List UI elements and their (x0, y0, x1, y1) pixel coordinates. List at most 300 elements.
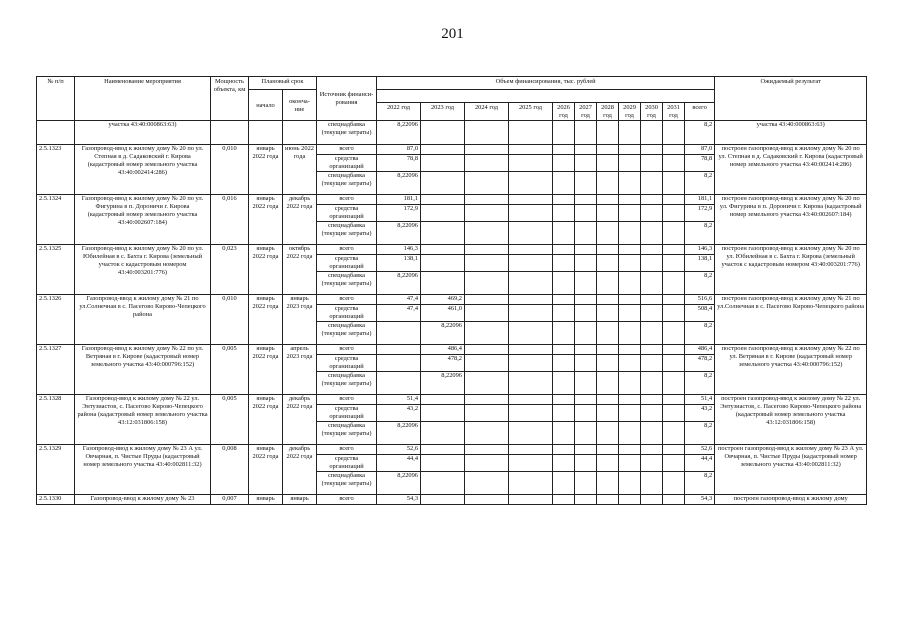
source-cell: средства организаций (317, 255, 377, 272)
year-cell (597, 245, 619, 255)
item-capacity: 0,007 (211, 495, 249, 505)
item-result: построен газопровод-ввод к жилому дому № 20 по ул. Фигурина в п. Дороничи г. Кирова (кадастровый номер земельного участка 43:40:002607:184) (715, 195, 867, 245)
year-cell (619, 255, 641, 272)
year-cell (663, 405, 685, 422)
year-cell: 78,8 (377, 155, 421, 172)
year-cell (619, 355, 641, 372)
source-cell: средства организаций (317, 305, 377, 322)
year-cell: 51,4 (377, 395, 421, 405)
item-result: построен газопровод-ввод к жилому дому (715, 495, 867, 505)
year-cell (641, 245, 663, 255)
header-num: № п/п (37, 77, 75, 121)
year-cell (641, 295, 663, 305)
year-cell (575, 255, 597, 272)
year-cell (575, 372, 597, 395)
year-cell (421, 255, 465, 272)
year-cell (575, 345, 597, 355)
year-cell (465, 305, 509, 322)
total-cell: 52,6 (685, 445, 715, 455)
total-cell: 78,8 (685, 155, 715, 172)
year-cell (465, 155, 509, 172)
table-row (37, 495, 867, 505)
header-period: Плановый срок (249, 77, 317, 90)
year-cell (421, 145, 465, 155)
year-cell (575, 245, 597, 255)
year-cell (641, 405, 663, 422)
source-cell: средства организаций (317, 155, 377, 172)
year-cell: 8,22096 (421, 322, 465, 345)
year-cell (509, 195, 553, 205)
year-cell (465, 422, 509, 445)
year-cell (553, 372, 575, 395)
year-cell: 8,22096 (377, 121, 421, 145)
year-cell (465, 295, 509, 305)
year-cell (575, 295, 597, 305)
year-cell (377, 322, 421, 345)
year-cell (663, 445, 685, 455)
year-cell (575, 195, 597, 205)
year-cell (597, 322, 619, 345)
year-cell (663, 322, 685, 345)
year-cell (553, 305, 575, 322)
year-cell (509, 455, 553, 472)
item-start: январь 2022 года (249, 445, 283, 495)
year-cell (421, 272, 465, 295)
source-cell: всего (317, 395, 377, 405)
item-name: участка 43:40:000863:63) (75, 121, 211, 145)
year-cell (597, 345, 619, 355)
item-name: Газопровод-ввод к жилому дому № 20 по ул. Юбилейная в с. Бахта г. Кирова (земельный участок с кадастровым номером 43:40:003201:776) (75, 245, 211, 295)
year-cell: 138,1 (377, 255, 421, 272)
table-row (37, 145, 867, 155)
table-row (37, 295, 867, 305)
total-cell: 8,2 (685, 121, 715, 145)
year-cell (619, 345, 641, 355)
year-cell (619, 472, 641, 495)
year-cell (553, 145, 575, 155)
source-cell: всего (317, 345, 377, 355)
item-result: построен газопровод-ввод к жилому дому № 22 по ул. Ветряная в г. Кирове (кадастровый номер земельного участка 43:40:000796:152) (715, 345, 867, 395)
item-end: октябрь 2022 года (283, 245, 317, 295)
total-cell: 44,4 (685, 455, 715, 472)
item-capacity: 0,005 (211, 395, 249, 445)
year-cell (553, 245, 575, 255)
year-cell (641, 205, 663, 222)
year-cell (641, 372, 663, 395)
year-cell (377, 372, 421, 395)
total-cell: 8,2 (685, 272, 715, 295)
year-cell (509, 172, 553, 195)
year-cell (465, 222, 509, 245)
header-period-start: начало (249, 90, 283, 121)
header-year: 2025 год (509, 103, 553, 121)
item-num: 2.5.1330 (37, 495, 75, 505)
year-cell (465, 145, 509, 155)
item-start: январь 2022 года (249, 145, 283, 195)
year-cell (509, 422, 553, 445)
source-cell: всего (317, 195, 377, 205)
year-cell (465, 345, 509, 355)
item-capacity (211, 121, 249, 145)
year-cell (641, 495, 663, 505)
year-cell (597, 121, 619, 145)
year-cell (575, 422, 597, 445)
year-cell (465, 472, 509, 495)
item-capacity: 0,023 (211, 245, 249, 295)
header-year: 2023 год (421, 103, 465, 121)
year-cell (575, 405, 597, 422)
source-cell: средства организаций (317, 355, 377, 372)
year-cell (619, 172, 641, 195)
header-year: 2030 год (641, 103, 663, 121)
year-cell (619, 195, 641, 205)
total-cell: 54,3 (685, 495, 715, 505)
year-cell (509, 155, 553, 172)
year-cell (641, 222, 663, 245)
year-cell (619, 222, 641, 245)
year-cell (465, 445, 509, 455)
year-cell (421, 155, 465, 172)
year-cell (663, 372, 685, 395)
year-cell (465, 495, 509, 505)
item-capacity: 0,010 (211, 145, 249, 195)
year-cell (641, 155, 663, 172)
item-end: январь 2023 года (283, 295, 317, 345)
year-cell (509, 295, 553, 305)
table-row (37, 445, 867, 455)
header-year: 2028 год (597, 103, 619, 121)
year-cell (597, 405, 619, 422)
year-cell: 146,3 (377, 245, 421, 255)
year-cell (421, 405, 465, 422)
item-end: декабрь 2022 года (283, 395, 317, 445)
financing-table (36, 76, 867, 505)
year-cell (597, 372, 619, 395)
year-cell (663, 205, 685, 222)
year-cell (663, 255, 685, 272)
total-cell: 181,1 (685, 195, 715, 205)
item-name: Газопровод-ввод к жилому дому № 21 по ул.Солнечная в с. Пасегово Кирово-Чепецкого района (75, 295, 211, 345)
year-cell (641, 345, 663, 355)
year-cell: 47,4 (377, 305, 421, 322)
year-cell (597, 305, 619, 322)
header-volume: Объем финансирования, тыс. рублей (377, 77, 715, 90)
item-start: январь 2022 года (249, 345, 283, 395)
year-cell (619, 495, 641, 505)
year-cell (575, 322, 597, 345)
header-year: 2029 год (619, 103, 641, 121)
year-cell (465, 255, 509, 272)
year-cell (553, 472, 575, 495)
year-cell (663, 345, 685, 355)
year-cell (553, 345, 575, 355)
total-cell: 8,2 (685, 472, 715, 495)
year-cell: 181,1 (377, 195, 421, 205)
year-cell (663, 295, 685, 305)
item-name: Газопровод-ввод к жилому дому № 20 по ул. Фигурина в п. Дороничи г. Кирова (кадастровый номер земельного участка 43:40:002607:184) (75, 195, 211, 245)
year-cell (597, 495, 619, 505)
year-cell (465, 405, 509, 422)
year-cell (641, 145, 663, 155)
year-cell (553, 322, 575, 345)
item-name: Газопровод-ввод к жилому дому № 20 по ул. Степная в д. Садаковский г. Кирова (кадастровый номер земельного участка 43:40:002414:286) (75, 145, 211, 195)
total-cell: 8,2 (685, 172, 715, 195)
year-cell (597, 472, 619, 495)
year-cell (619, 121, 641, 145)
year-cell (597, 145, 619, 155)
item-num: 2.5.1325 (37, 245, 75, 295)
table-row (37, 395, 867, 405)
year-cell (619, 455, 641, 472)
year-cell (509, 405, 553, 422)
header-year: 2031 год (663, 103, 685, 121)
year-cell (553, 255, 575, 272)
item-capacity: 0,016 (211, 195, 249, 245)
year-cell: 8,22096 (377, 422, 421, 445)
year-cell: 8,22096 (421, 372, 465, 395)
year-cell (597, 355, 619, 372)
source-cell: спецнадбавка (текущие затраты) (317, 372, 377, 395)
item-start: январь 2022 года (249, 195, 283, 245)
year-cell: 486,4 (421, 345, 465, 355)
year-cell (509, 205, 553, 222)
year-cell (465, 455, 509, 472)
total-cell: 8,2 (685, 372, 715, 395)
item-result: построен газопровод-ввод к жилому дому № 23 А ул. Овчарная, п. Чистые Пруды (кадастровый номер земельного участка 43:40:002811:32) (715, 445, 867, 495)
item-end: январь (283, 495, 317, 505)
year-cell (509, 222, 553, 245)
item-start (249, 121, 283, 145)
item-num: 2.5.1324 (37, 195, 75, 245)
year-cell (597, 295, 619, 305)
year-cell (575, 305, 597, 322)
year-cell: 478,2 (421, 355, 465, 372)
year-cell (509, 355, 553, 372)
year-cell (597, 195, 619, 205)
year-cell (575, 472, 597, 495)
year-cell (597, 272, 619, 295)
total-cell: 51,4 (685, 395, 715, 405)
year-cell (663, 145, 685, 155)
year-cell (553, 355, 575, 372)
year-cell (619, 422, 641, 445)
header-capacity: Мощность объекта, км (211, 77, 249, 121)
year-cell (619, 155, 641, 172)
header-source: Источник финанси-рования (317, 77, 377, 121)
item-start: январь 2022 года (249, 295, 283, 345)
year-cell (421, 172, 465, 195)
year-cell (509, 272, 553, 295)
total-cell: 146,3 (685, 245, 715, 255)
item-end: декабрь 2022 года (283, 445, 317, 495)
year-cell: 8,22096 (377, 222, 421, 245)
year-cell (663, 422, 685, 445)
year-cell (597, 222, 619, 245)
year-cell (597, 455, 619, 472)
source-cell: всего (317, 495, 377, 505)
item-num (37, 121, 75, 145)
source-cell: всего (317, 245, 377, 255)
item-result: участка 43:40:000863:63) (715, 121, 867, 145)
year-cell (663, 495, 685, 505)
item-name: Газопровод-ввод к жилому дому № 22 по ул. Ветряная в г. Кирове (кадастровый номер земельного участка 43:40:000796:152) (75, 345, 211, 395)
year-cell (641, 172, 663, 195)
year-cell (619, 395, 641, 405)
item-name: Газопровод-ввод к жилому дому № 23 (75, 495, 211, 505)
item-end: июнь 2022 года (283, 145, 317, 195)
year-cell (663, 222, 685, 245)
year-cell (421, 472, 465, 495)
continuation-row (37, 121, 867, 145)
year-cell (509, 322, 553, 345)
source-cell: спецнадбавка (текущие затраты) (317, 222, 377, 245)
year-cell (641, 355, 663, 372)
year-cell (663, 455, 685, 472)
year-cell (553, 195, 575, 205)
item-start: январь (249, 495, 283, 505)
year-cell (663, 195, 685, 205)
year-cell (575, 395, 597, 405)
source-cell: всего (317, 295, 377, 305)
item-num: 2.5.1327 (37, 345, 75, 395)
year-cell (663, 272, 685, 295)
year-cell (465, 372, 509, 395)
total-cell: 478,2 (685, 355, 715, 372)
year-cell: 54,3 (377, 495, 421, 505)
year-cell (509, 445, 553, 455)
year-cell (465, 245, 509, 255)
year-cell (553, 121, 575, 145)
year-cell (509, 345, 553, 355)
year-cell: 52,6 (377, 445, 421, 455)
year-cell (509, 121, 553, 145)
year-cell (553, 205, 575, 222)
total-cell: 87,0 (685, 145, 715, 155)
year-cell (553, 422, 575, 445)
year-cell (597, 255, 619, 272)
header-name: Наименование мероприятия (75, 77, 211, 121)
year-cell (641, 455, 663, 472)
year-cell: 469,2 (421, 295, 465, 305)
year-cell (597, 172, 619, 195)
header-year: 2027 год (575, 103, 597, 121)
year-cell (421, 395, 465, 405)
year-cell (509, 145, 553, 155)
year-cell (421, 222, 465, 245)
year-cell (641, 395, 663, 405)
item-end: апрель 2023 года (283, 345, 317, 395)
item-num: 2.5.1326 (37, 295, 75, 345)
year-cell (553, 405, 575, 422)
year-cell: 8,22096 (377, 172, 421, 195)
year-cell (641, 305, 663, 322)
year-cell (509, 495, 553, 505)
year-cell: 47,4 (377, 295, 421, 305)
year-cell (641, 272, 663, 295)
year-cell (575, 155, 597, 172)
item-capacity: 0,010 (211, 295, 249, 345)
year-cell (553, 495, 575, 505)
year-cell (421, 195, 465, 205)
source-cell: спецнадбавка (текущие затраты) (317, 172, 377, 195)
year-cell (465, 205, 509, 222)
year-cell (553, 395, 575, 405)
year-cell (641, 255, 663, 272)
year-cell (575, 205, 597, 222)
year-cell (663, 245, 685, 255)
year-cell (575, 455, 597, 472)
year-cell (421, 495, 465, 505)
source-cell: всего (317, 145, 377, 155)
year-cell (663, 305, 685, 322)
year-cell: 43,2 (377, 405, 421, 422)
year-cell (465, 121, 509, 145)
year-cell (663, 155, 685, 172)
source-cell: средства организаций (317, 455, 377, 472)
year-cell (619, 445, 641, 455)
year-cell (377, 355, 421, 372)
total-cell: 508,4 (685, 305, 715, 322)
year-cell (619, 205, 641, 222)
header-result: Ожидаемый результат (715, 77, 867, 121)
year-cell (619, 372, 641, 395)
header-year: 2022 год (377, 103, 421, 121)
year-cell (553, 295, 575, 305)
table-row (37, 345, 867, 355)
item-result: построен газопровод-ввод к жилому дому № 20 по ул. Юбилейная в с. Бахта г. Кирова (земельный участок с кадастровым номером 43:40:003201:776) (715, 245, 867, 295)
year-cell (421, 422, 465, 445)
year-cell (509, 472, 553, 495)
year-cell (509, 245, 553, 255)
year-cell (641, 472, 663, 495)
total-cell: 516,6 (685, 295, 715, 305)
year-cell (553, 455, 575, 472)
year-cell (575, 445, 597, 455)
year-cell (465, 195, 509, 205)
year-cell (641, 121, 663, 145)
year-cell: 172,9 (377, 205, 421, 222)
year-cell (575, 222, 597, 245)
year-cell (553, 272, 575, 295)
source-cell: спецнадбавка (текущие затраты) (317, 121, 377, 145)
year-cell (421, 245, 465, 255)
year-cell: 87,0 (377, 145, 421, 155)
year-cell (597, 445, 619, 455)
item-name: Газопровод-ввод к жилому дому № 23 А ул. Овчарная, п. Чистые Пруды (кадастровый номер земельного участка 43:40:002811:32) (75, 445, 211, 495)
total-cell: 486,4 (685, 345, 715, 355)
year-cell (575, 121, 597, 145)
header-year: 2024 год (465, 103, 509, 121)
year-cell (421, 455, 465, 472)
year-cell: 8,22096 (377, 272, 421, 295)
total-cell: 8,2 (685, 222, 715, 245)
year-cell (597, 395, 619, 405)
year-cell (663, 395, 685, 405)
item-num: 2.5.1329 (37, 445, 75, 495)
item-capacity: 0,005 (211, 345, 249, 395)
year-cell (421, 121, 465, 145)
year-cell (641, 422, 663, 445)
source-cell: спецнадбавка (текущие затраты) (317, 272, 377, 295)
item-end: декабрь 2022 года (283, 195, 317, 245)
year-cell (575, 495, 597, 505)
total-cell: 8,2 (685, 322, 715, 345)
year-cell (663, 355, 685, 372)
year-cell (465, 272, 509, 295)
year-cell (663, 121, 685, 145)
total-cell: 8,2 (685, 422, 715, 445)
item-result: построен газопровод-ввод к жилому дому № 21 по ул.Солнечная в с. Пасегово Кирово-Чепецкого района (715, 295, 867, 345)
